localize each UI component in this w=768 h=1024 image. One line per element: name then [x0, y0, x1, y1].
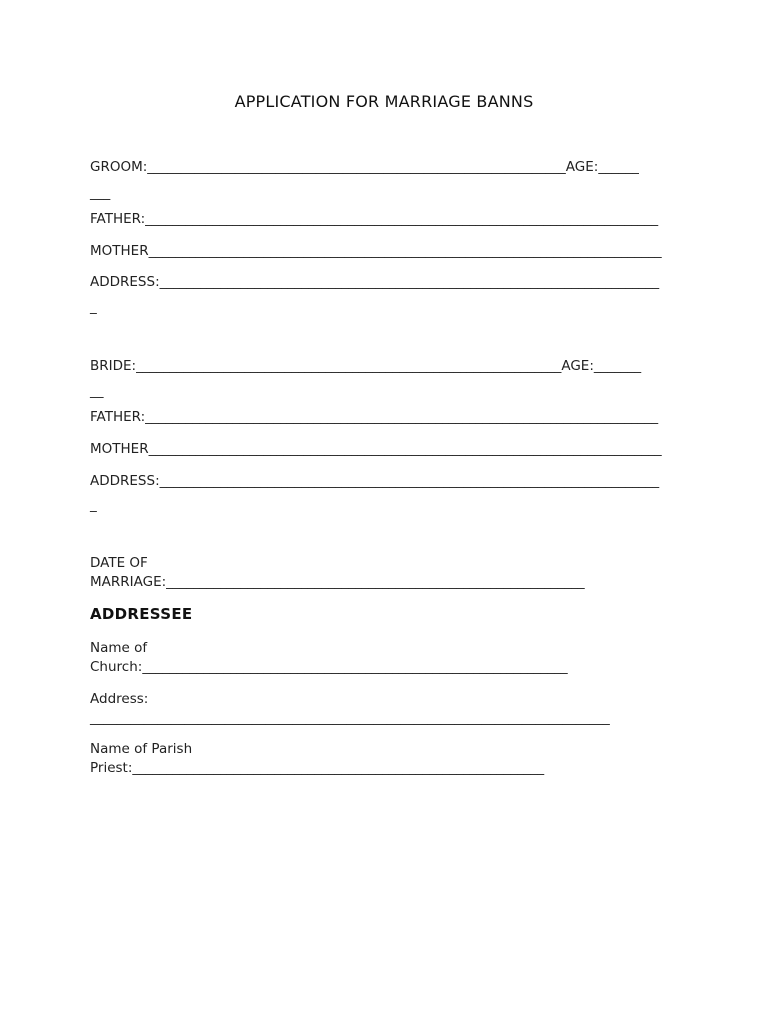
groom-field: GROOM:______________________________________________________________AGE:______ — [90, 159, 639, 175]
groom-mother-field: MOTHER____________________________________________________________________________ — [90, 243, 662, 259]
church-address-field: _____________________________________________________________________________ — [90, 710, 610, 726]
bride-address-field: ADDRESS:__________________________________________________________________________ — [90, 473, 660, 489]
groom-address-wrap: _ — [90, 299, 97, 315]
bride-field: BRIDE:_______________________________________________________________AGE:_______ — [90, 358, 642, 374]
document-title: APPLICATION FOR MARRIAGE BANNS — [234, 92, 534, 111]
bride-field-wrap: __ — [90, 383, 104, 399]
date-of-marriage-label: DATE OF — [90, 555, 148, 571]
church-address-label: Address: — [90, 691, 149, 707]
bride-mother-field: MOTHER____________________________________________________________________________ — [90, 441, 662, 457]
addressee-heading: ADDRESSEE — [90, 605, 193, 623]
groom-father-field: FATHER:____________________________________________________________________________ — [90, 211, 659, 227]
church-name-field: Church:_______________________________________________________________ — [90, 659, 568, 675]
church-name-label: Name of — [90, 640, 148, 656]
groom-address-field: ADDRESS:__________________________________________________________________________ — [90, 274, 660, 290]
date-of-marriage-field: MARRIAGE:______________________________________________________________ — [90, 574, 585, 590]
parish-priest-field: Priest:_____________________________________________________________ — [90, 760, 545, 776]
bride-father-field: FATHER:____________________________________________________________________________ — [90, 409, 659, 425]
parish-priest-label: Name of Parish — [90, 741, 193, 757]
groom-field-wrap: ___ — [90, 185, 111, 201]
bride-address-wrap: _ — [90, 497, 97, 513]
